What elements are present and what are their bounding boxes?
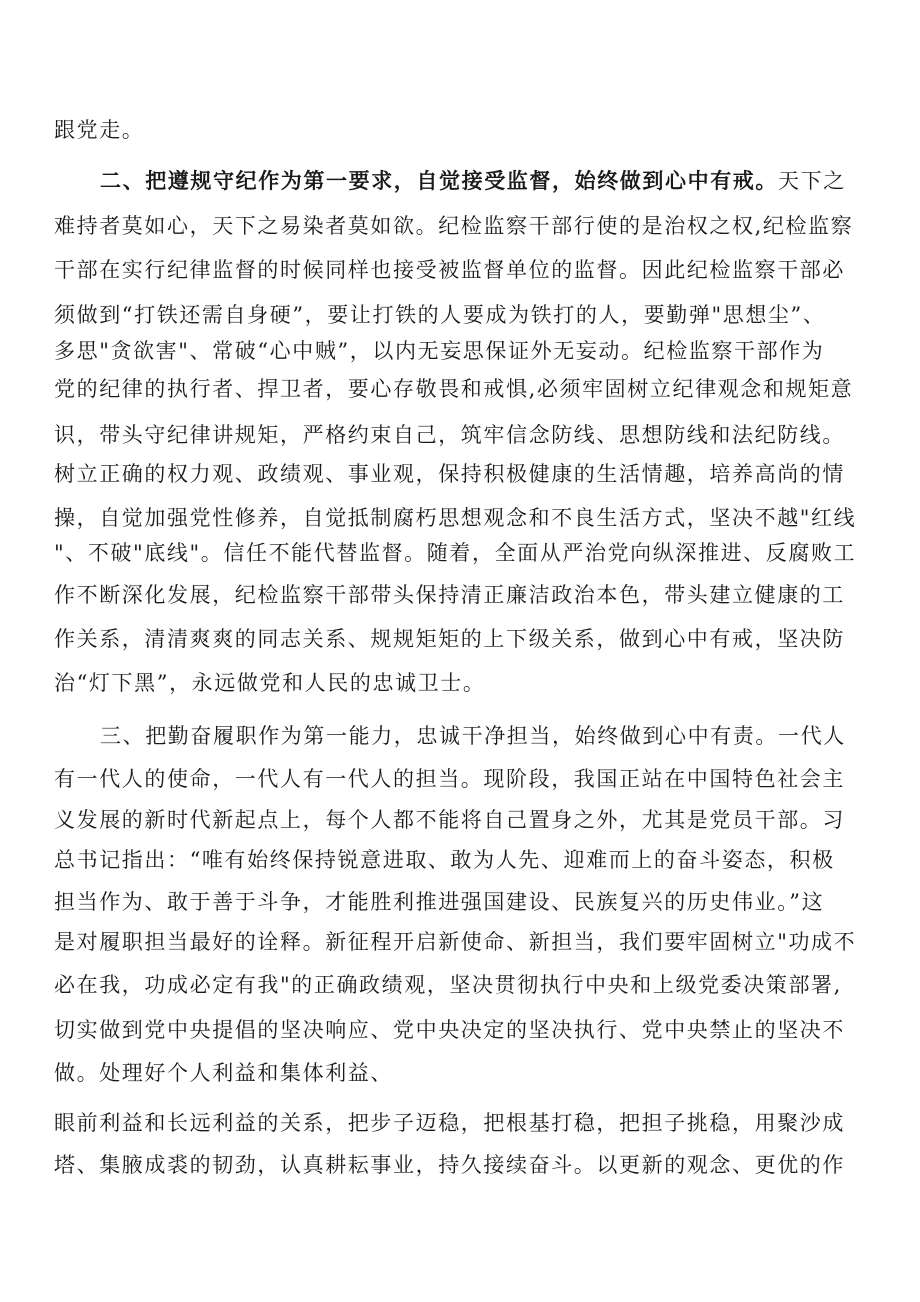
text-line: 党的纪律的执行者、捍卫者，要心存敬畏和戒惧,必须牢固树立纪律观念和规矩意 — [54, 377, 854, 401]
section-2-heading: 二、把遵规守纪作为第一要求，自觉接受监督，始终做到心中有戒。 — [100, 168, 778, 193]
text-line: 做。处理好个人利益和集体利益、 — [54, 1061, 393, 1085]
text-line: 义发展的新时代新起点上，每个人都不能将自己置身之外，尤其是党员干部。习 — [54, 808, 845, 832]
text-line: 须做到“打铁还需自身硬”，要让打铁的人要成为铁打的人，要勤弹"思想尘”、 — [54, 303, 826, 327]
text-line: 识，带头守纪律讲规矩，严格约束自己，筑牢信念防线、思想防线和法纪防线。 — [54, 423, 845, 447]
text-line: 必在我，功成必定有我"的正确政绩观，坚决贯彻执行中央和上级党委决策部署, — [54, 973, 842, 997]
text-line: 操，自觉加强党性修养，自觉抵制腐朽思想观念和不良生活方式，坚决不越"红线 — [54, 506, 857, 530]
text-line: 担当作为、敢于善于斗争，才能胜利推进强国建设、民族复兴的历史伟业。”这 — [54, 890, 825, 914]
text-line: 塔、集腋成裘的韧劲，认真耕耘事业，持久接续奋斗。以更新的观念、更优的作 — [54, 1153, 845, 1177]
text-line: 切实做到党中央提倡的坚决响应、党中央决定的坚决执行、党中央禁止的坚决不 — [54, 1018, 845, 1042]
text-fragment: 天下之 — [778, 169, 846, 193]
text-line: 干部在实行纪律监督的时候同样也接受被监督单位的监督。因此纪检监察干部必 — [54, 258, 845, 282]
text-line: 多思"贪欲害"、常破“心中贼”，以内无妄思保证外无妄动。纪检监察干部作为 — [54, 339, 825, 363]
section-3-paragraph-start: 三、把勤奋履职作为第一能力，忠诚干净担当，始终做到心中有责。一代人 — [100, 724, 846, 748]
text-line: "、不破"底线"。信任不能代替监督。随着，全面从严治党向纵深推进、反腐败工 — [54, 541, 857, 565]
text-line: 作不断深化发展，纪检监察干部带头保持清正廉洁政治本色，带头建立健康的工 — [54, 583, 845, 607]
text-line: 作关系，清清爽爽的同志关系、规规矩矩的上下级关系，做到心中有戒，坚决防 — [54, 627, 845, 651]
text-line: 难持者莫如心，天下之易染者莫如欲。纪检监察干部行使的是治权之权,纪检监察 — [54, 214, 854, 238]
text-line: 总书记指出：“唯有始终保持锐意进取、敢为人先、迎难而上的奋斗姿态，积极 — [54, 848, 835, 872]
text-line: 是对履职担当最好的诠释。新征程开启新使命、新担当，我们要牢固树立"功成不 — [54, 930, 857, 954]
text-line: 有一代人的使命，一代人有一代人的担当。现阶段，我国正站在中国特色社会主 — [54, 767, 845, 791]
text-line: 跟党走。 — [54, 118, 145, 142]
section-2-paragraph-start — [100, 159, 880, 203]
text-line: 治“灯下黑”，永远做党和人民的忠诚卫士。 — [54, 671, 486, 695]
text-line: 树立正确的权力观、政绩观、事业观，保持积极健康的生活情趣，培养高尚的情 — [54, 462, 845, 486]
text-line: 眼前利益和长远利益的关系，把步子迈稳，把根基打稳，把担子挑稳，用聚沙成 — [54, 1111, 845, 1135]
